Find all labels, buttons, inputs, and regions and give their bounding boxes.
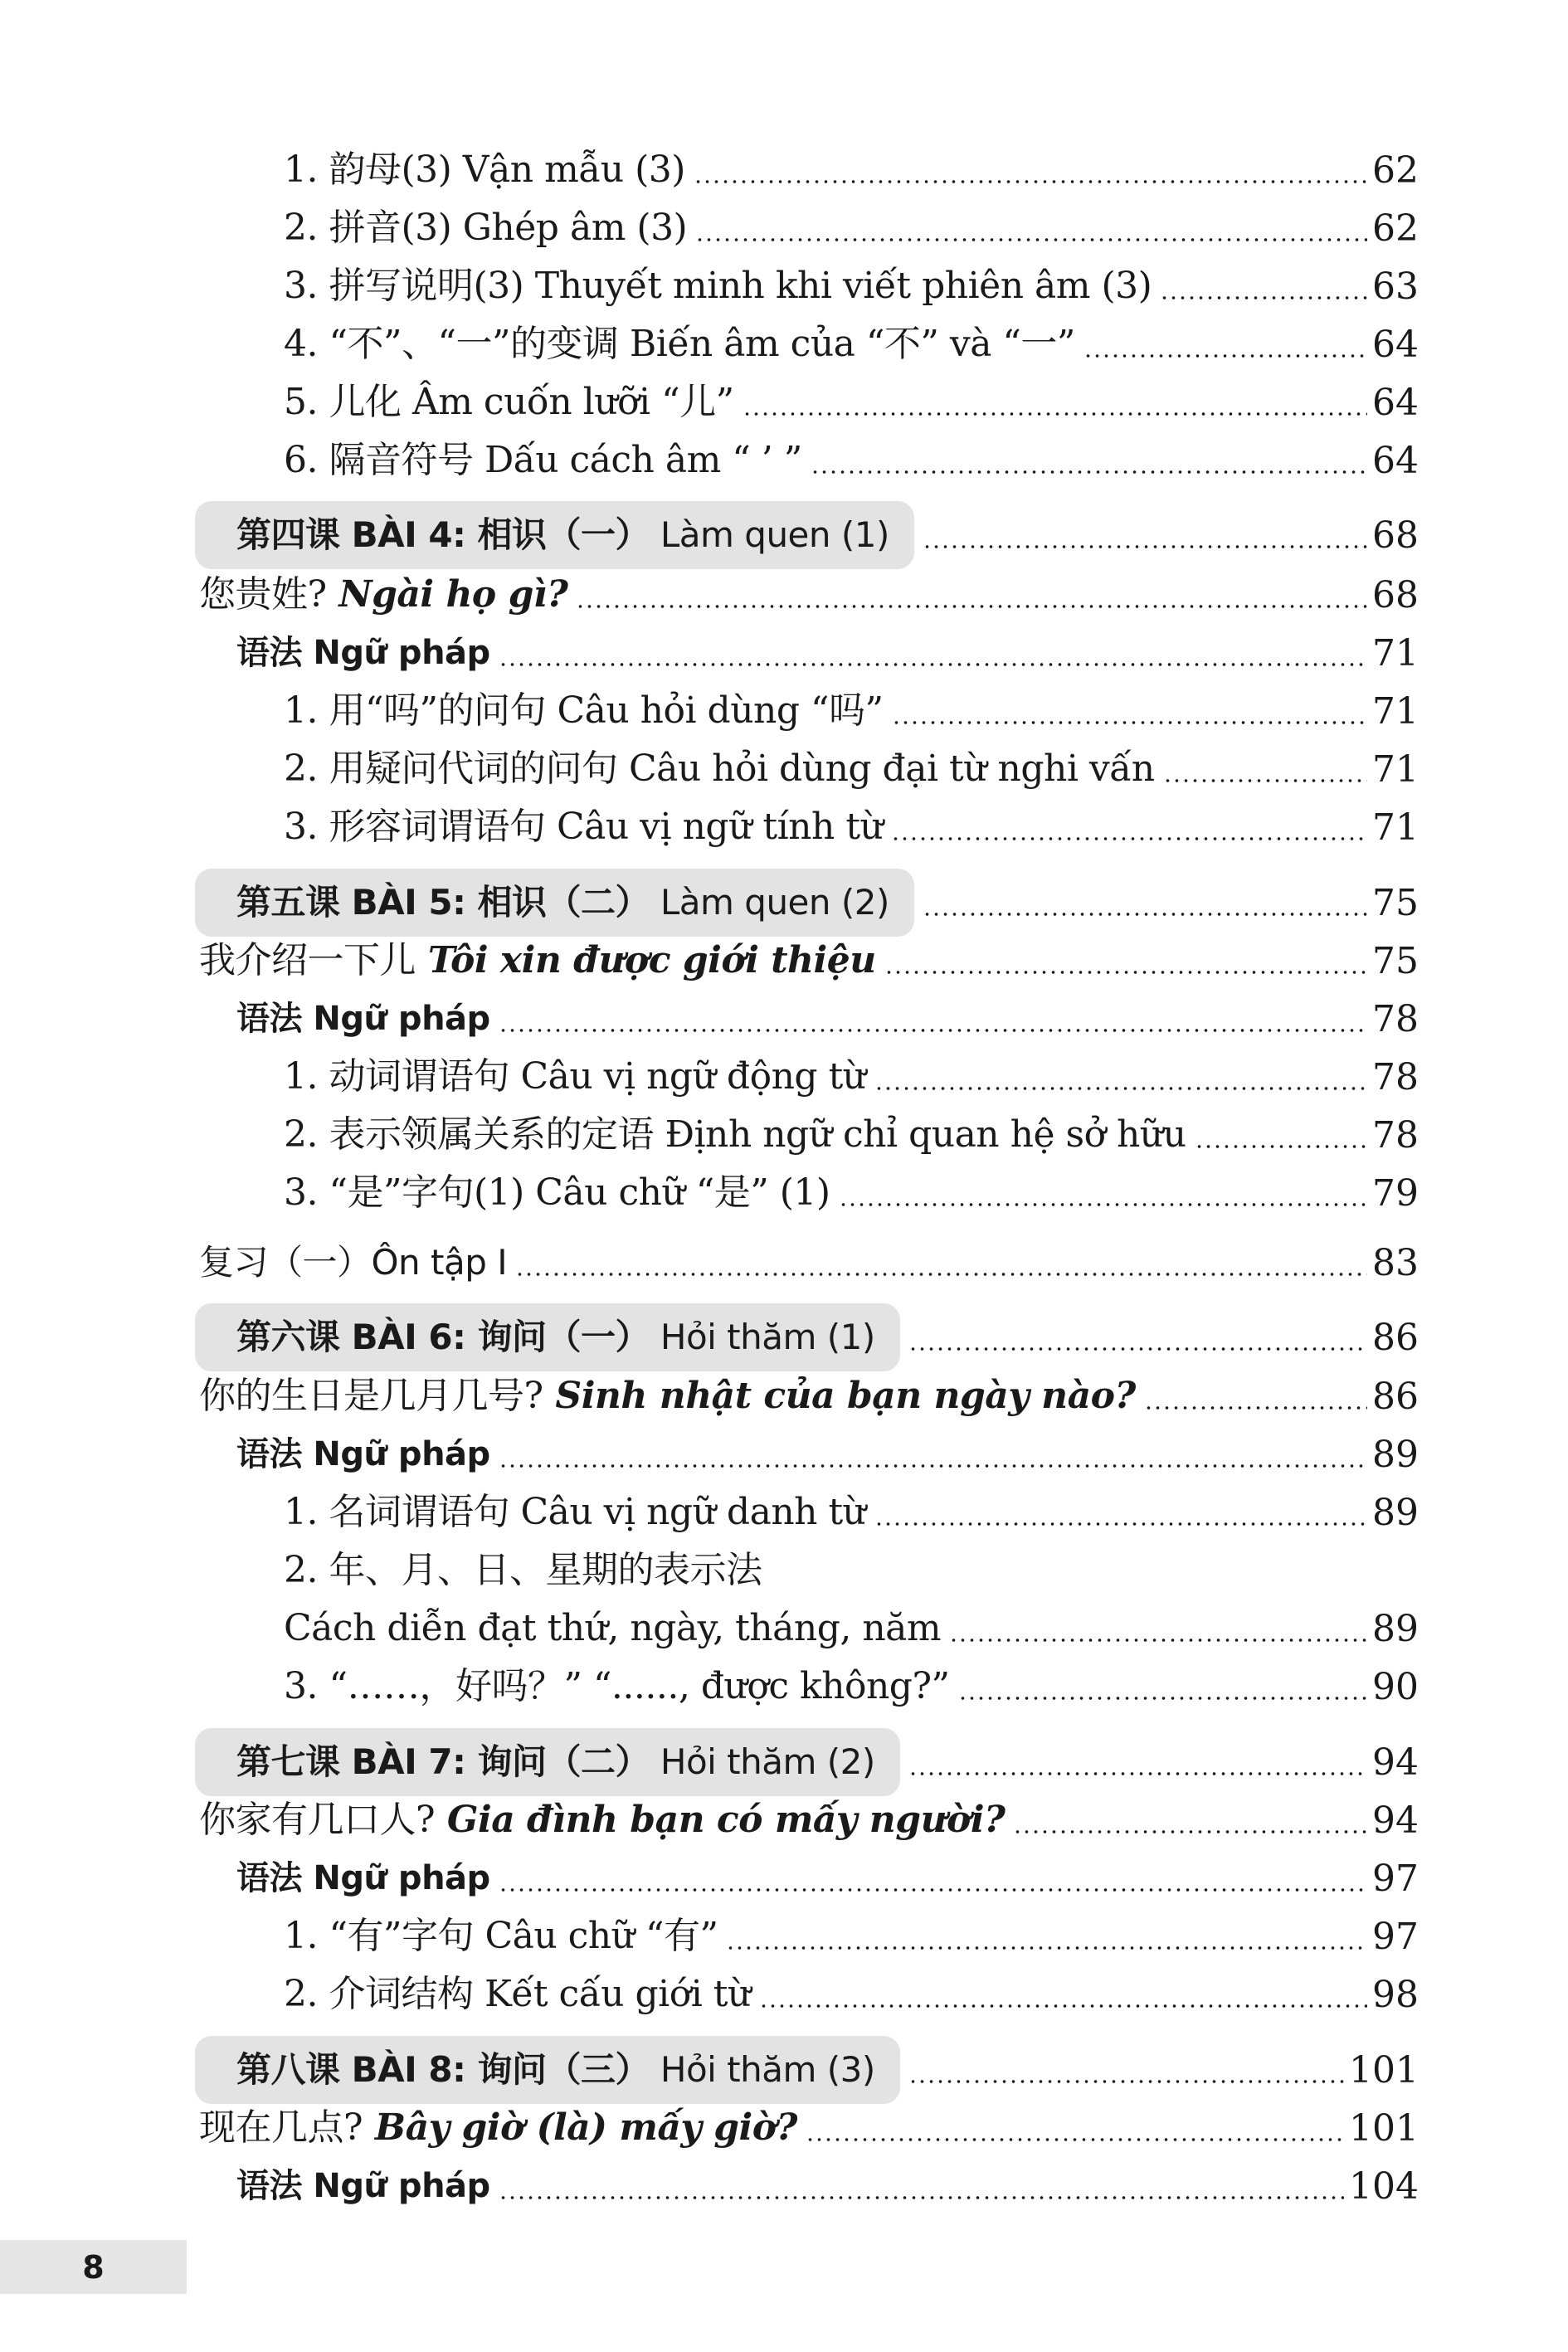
dot-leader [892,682,1367,740]
toc-entry-label [195,501,914,569]
toc-page-number: 62 [1372,149,1419,192]
page-number: 8 [0,2240,187,2294]
toc-page-number: 97 [1372,1857,1419,1900]
toc-page-number: 89 [1372,1491,1419,1534]
toc-entry[interactable] [0,141,1568,199]
toc-entry-label: 语法 Ngữ pháp [236,634,490,672]
toc-entry-label [0,939,876,981]
toc-page-number: 90 [1372,1665,1419,1708]
dot-leader [499,2157,1344,2215]
toc-entry-label: 2. 年、月、日、星期的表示法 [284,1549,762,1591]
toc-page-number: 68 [1372,514,1419,557]
toc-entry-label: 复习（一）Ôn tập I [199,1242,508,1283]
toc-entry[interactable] [0,373,1568,431]
toc-entry[interactable] [0,1849,1568,1907]
dot-leader [811,431,1367,489]
toc-entry[interactable] [0,1106,1568,1164]
toc-page-number: 101 [1349,2106,1419,2150]
lesson-title: 第五课 BÀI 5: 相识（二） [236,882,650,923]
toc-entry[interactable] [0,1425,1568,1483]
toc-entry-label: 3. “是”字句(1) Câu chữ “是” (1) [284,1171,830,1214]
toc-entry[interactable] [0,1164,1568,1222]
toc-entry-label: 1. 用“吗”的问句 Câu hỏi dùng “吗” [284,689,884,732]
dot-leader [1144,1367,1367,1425]
dot-leader [1013,1791,1367,1849]
dot-leader [499,1849,1367,1907]
dot-leader [1083,315,1367,373]
toc-entry-label [195,869,914,937]
dot-leader [874,1048,1367,1106]
dot-leader [515,1234,1367,1292]
dialogue-title-chinese: 现在几点? [199,2106,363,2149]
lesson-title: 第七课 BÀI 7: 询问（二） [236,1741,650,1782]
dialogue-title-vietnamese: Sinh nhật của bạn ngày nào? [543,1375,1136,1417]
lesson-title: 第六课 BÀI 6: 询问（一） [236,1317,650,1357]
dot-leader [923,874,1367,932]
dot-leader [576,566,1367,624]
dot-leader [891,798,1367,856]
dialogue-title-vietnamese: Ngài họ gì? [326,573,568,616]
toc-entry[interactable] [0,1907,1568,1965]
toc-entry[interactable] [0,566,1568,624]
toc-page-number: 94 [1372,1741,1419,1784]
dot-leader [759,1965,1367,2023]
toc-entry-label: 3. “……，好吗？” “......, được không?” [284,1665,950,1707]
dot-leader [923,506,1367,564]
toc-entry-label: 1. 韵母(3) Vận mẫu (3) [284,149,685,191]
toc-entry-label: 语法 Ngữ pháp [236,1435,490,1473]
toc-page-number: 75 [1372,881,1419,924]
lesson-subtitle: Làm quen (2) [650,882,889,923]
toc-entry-label: 2. 用疑问代词的问句 Câu hỏi dùng đại từ nghi vấn [284,747,1155,790]
dialogue-title-vietnamese: Bây giờ (là) mấy giờ? [363,2106,797,2149]
toc-page-number: 94 [1372,1799,1419,1842]
toc-entry-label: 2. 表示领属关系的定语 Định ngữ chỉ quan hệ sở hữu [284,1113,1186,1156]
toc-entry-label: 5. 儿化 Âm cuốn lưỡi “儿” [284,381,734,423]
toc-entry-label: 1. 名词谓语句 Câu vị ngữ danh từ [284,1491,866,1533]
dot-leader [1163,740,1367,798]
toc-entry[interactable] [0,199,1568,257]
dot-leader [743,373,1367,431]
lesson-subtitle: Hỏi thăm (1) [650,1317,875,1357]
toc-entry[interactable] [0,1367,1568,1425]
toc-page-number: 97 [1372,1915,1419,1958]
dialogue-title-chinese: 你家有几口人? [199,1799,436,1841]
toc-page-number: 71 [1372,631,1419,674]
toc-entry-label: 2. 拼音(3) Ghép âm (3) [284,207,688,249]
toc-page-number: 62 [1372,207,1419,250]
toc-entry[interactable] [0,1308,1568,1366]
toc-entry-label: 4. “不”、“一”的变调 Biến âm của “不” và “一” [284,323,1075,365]
toc-entry[interactable] [0,1791,1568,1849]
toc-entry-label [195,2036,900,2104]
toc-page-number: 98 [1372,1973,1419,2016]
toc-page-number: 71 [1372,747,1419,791]
toc-entry[interactable] [0,2099,1568,2157]
dot-leader [499,990,1367,1048]
lesson-subtitle: Hỏi thăm (3) [650,2049,875,2090]
toc-entry-label: 语法 Ngữ pháp [236,1000,490,1038]
toc-entry[interactable] [0,1048,1568,1106]
toc-entry[interactable] [0,874,1568,932]
toc-entry-label: 2. 介词结构 Kết cấu giới từ [284,1973,751,2015]
toc-entry[interactable] [0,1483,1568,1541]
dot-leader [695,199,1367,257]
dialogue-title-chinese: 我介绍一下儿 [199,939,416,981]
dot-leader [884,932,1367,990]
toc-entry-label: 语法 Ngữ pháp [236,1859,490,1897]
dot-leader [908,1733,1367,1791]
toc-entry[interactable] [0,315,1568,373]
dot-leader [1160,257,1367,315]
dialogue-title-chinese: 您贵姓? [199,573,327,616]
toc-entry[interactable] [0,2041,1568,2099]
toc-entry-label: 1. 动词谓语句 Câu vị ngữ động từ [284,1055,866,1098]
toc-entry-label [0,2106,797,2149]
dot-leader [1195,1106,1367,1164]
dot-leader [806,2099,1344,2157]
toc-page-number: 89 [1372,1607,1419,1650]
dot-leader [726,1907,1367,1965]
toc-entry[interactable] [0,682,1568,740]
toc-page-number: 104 [1349,2165,1419,2208]
toc-entry-label [195,1728,900,1796]
toc-entry[interactable] [0,1600,1568,1658]
toc-page-number: 64 [1372,439,1419,482]
toc-entry[interactable] [0,506,1568,564]
toc-entry[interactable] [0,1541,1568,1600]
toc-page-number: 64 [1372,381,1419,424]
toc-entry[interactable] [0,1234,1568,1292]
toc-page-number: 64 [1372,323,1419,366]
toc-page-number: 101 [1349,2048,1419,2091]
dot-leader [958,1658,1367,1716]
toc-page-number: 78 [1372,1055,1419,1098]
dot-leader [499,624,1367,682]
dot-leader [839,1164,1367,1222]
lesson-title: 第四课 BÀI 4: 相识（一） [236,514,650,555]
lesson-title: 第八课 BÀI 8: 询问（三） [236,2049,650,2090]
lesson-subtitle: Hỏi thăm (2) [650,1741,875,1782]
toc-entry[interactable] [0,257,1568,315]
toc-entry-label: 3. 拼写说明(3) Thuyết minh khi viết phiên âm (3) [284,265,1152,307]
toc-entry-label: 6. 隔音符号 Dấu cách âm “ ’ ” [284,439,802,481]
toc-entry[interactable] [0,1965,1568,2023]
toc-page-number: 78 [1372,997,1419,1040]
toc-entry-label [0,1799,1006,1841]
toc-page-number: 78 [1372,1113,1419,1157]
toc-page-number: 83 [1372,1241,1419,1284]
toc-entry[interactable] [0,932,1568,990]
dot-leader [499,1425,1367,1483]
dot-leader [949,1600,1367,1658]
toc-entry[interactable] [0,1733,1568,1791]
dialogue-title-chinese: 你的生日是几月几号? [199,1375,543,1417]
dot-leader [908,2041,1344,2099]
toc-entry-label: 1. “有”字句 Câu chữ “有” [284,1915,718,1957]
toc-entry[interactable] [0,431,1568,489]
dot-leader [874,1483,1368,1541]
dialogue-title-vietnamese: Gia đình bạn có mấy người? [435,1799,1006,1841]
toc-page-number: 68 [1372,573,1419,616]
toc-entry-label [0,573,568,616]
dot-leader [908,1308,1367,1366]
toc-page-number: 71 [1372,806,1419,849]
toc-page-number: 89 [1372,1433,1419,1476]
dot-leader [694,141,1367,199]
toc-page-number: 86 [1372,1375,1419,1418]
toc-page-number: 86 [1372,1316,1419,1359]
toc-page-number: 75 [1372,939,1419,982]
toc-page-number: 79 [1372,1171,1419,1215]
toc-entry-label: 3. 形容词谓语句 Câu vị ngữ tính từ [284,806,884,848]
toc-page-number: 63 [1372,265,1419,308]
toc-entry-label: 语法 Ngữ pháp [236,2167,490,2205]
toc-entry-label [195,1303,900,1371]
toc-entry[interactable] [0,2157,1568,2215]
toc-entry[interactable] [0,624,1568,682]
toc-entry[interactable] [0,1658,1568,1716]
toc-entry[interactable] [0,740,1568,798]
toc-entry-label: Cách diễn đạt thứ, ngày, tháng, năm [284,1607,942,1649]
toc-entry-label [0,1375,1136,1417]
toc-page-number: 71 [1372,689,1419,733]
toc-entry[interactable] [0,990,1568,1048]
lesson-subtitle: Làm quen (1) [650,514,889,555]
toc-entry[interactable] [0,798,1568,856]
dialogue-title-vietnamese: Tôi xin được giới thiệu [416,939,876,981]
